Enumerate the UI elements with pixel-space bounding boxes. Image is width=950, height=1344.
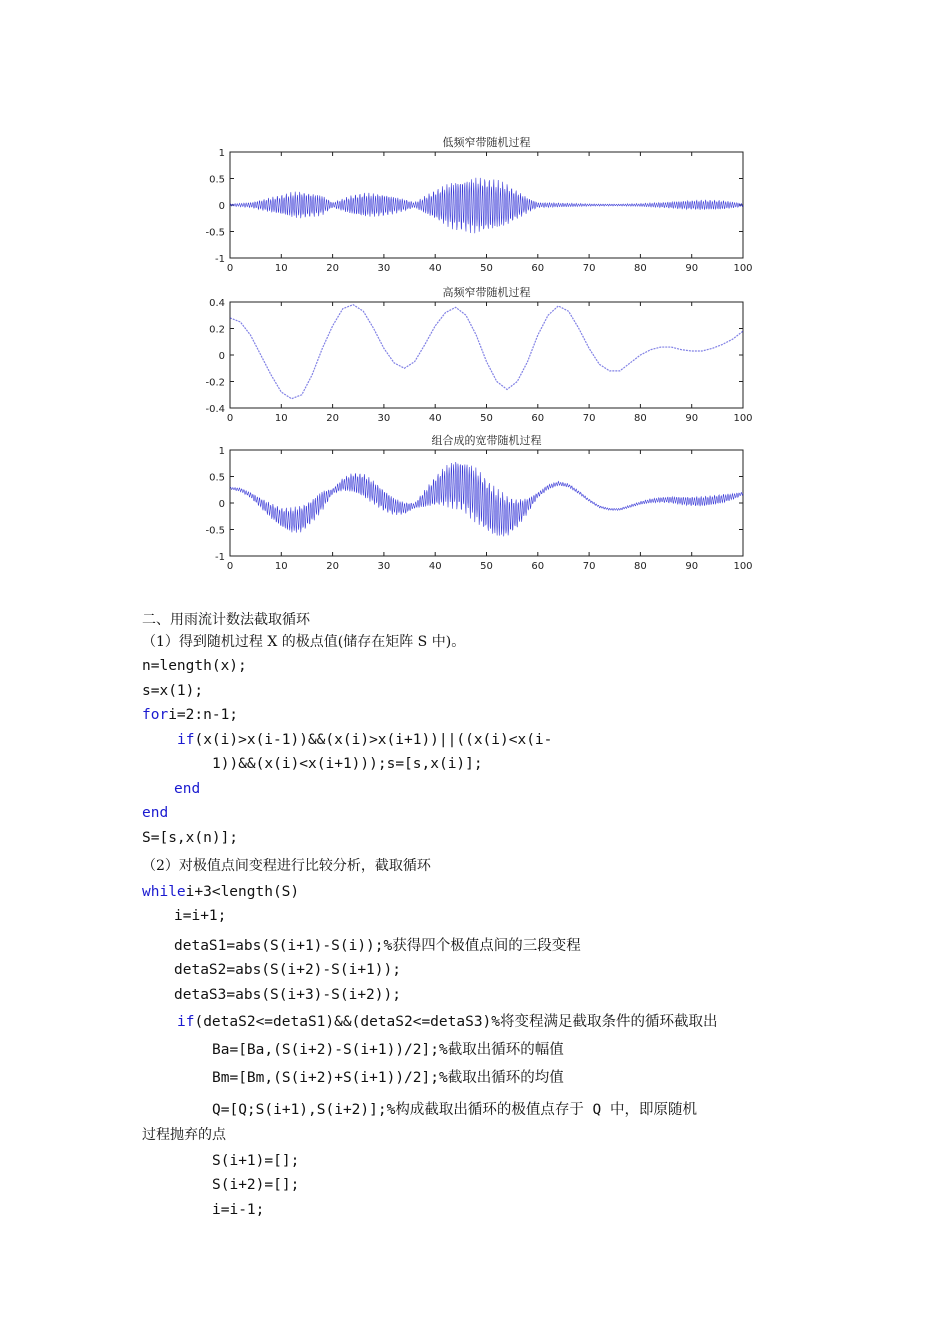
y-tick-label: 0.5	[209, 472, 225, 484]
y-tick-label: 0.2	[209, 324, 225, 336]
series-low-frequency	[230, 178, 743, 233]
x-tick-label: 100	[733, 263, 753, 274]
x-tick-label: 0	[226, 561, 234, 572]
x-tick-label: 10	[274, 561, 288, 572]
plot-frame	[230, 302, 743, 408]
y-tick-label: 0	[218, 351, 225, 362]
x-tick-label: 50	[480, 263, 493, 274]
code-text: (x(i)>x(i-1))&&(x(i)>x(i+1))||((x(i)<x(i-	[194, 732, 553, 748]
y-tick-label: -0.5	[205, 227, 225, 239]
x-tick-label: 60	[531, 413, 545, 424]
code-line: S(i+1)=[];	[212, 1153, 300, 1169]
x-tick-label: 30	[377, 561, 391, 572]
series-combined	[230, 462, 743, 536]
code-line: 过程抛弃的点	[142, 1127, 226, 1143]
step2-text: （2）对极值点间变程进行比较分析，截取循环	[142, 858, 431, 874]
x-tick-label: 80	[634, 263, 647, 274]
code-line: detaS1=abs(S(i+1)-S(i));%获得四个极值点间的三段变程	[174, 938, 581, 954]
keyword: if	[177, 1014, 195, 1030]
x-tick-label: 100	[733, 561, 753, 572]
code-line	[142, 706, 238, 724]
subplot-title: 组合成的宽带随机过程	[431, 434, 542, 447]
x-tick-label: 80	[634, 413, 647, 424]
y-tick-label: 0.4	[209, 298, 225, 309]
x-tick-label: 90	[685, 413, 699, 424]
y-tick-label: 0	[218, 201, 225, 212]
code-line: end	[174, 781, 201, 797]
x-tick-label: 60	[531, 561, 545, 572]
x-tick-label: 30	[377, 263, 391, 274]
code-line: i=i-1;	[212, 1202, 265, 1218]
x-tick-label: 40	[428, 263, 442, 274]
x-tick-label: 0	[226, 263, 234, 274]
x-tick-label: 20	[326, 561, 339, 572]
code-line: detaS2=abs(S(i+2)-S(i+1));	[174, 962, 401, 978]
code-line: Ba=[Ba,(S(i+2)-S(i+1))/2];%截取出循环的幅值	[212, 1042, 564, 1058]
x-tick-label: 70	[582, 413, 596, 424]
y-tick-label: 1	[218, 148, 225, 159]
code-line: Bm=[Bm,(S(i+2)+S(i+1))/2];%截取出循环的均值	[212, 1070, 564, 1086]
code-line: detaS3=abs(S(i+3)-S(i+2));	[174, 987, 401, 1003]
keyword: for	[142, 707, 169, 723]
x-tick-label: 40	[428, 413, 442, 424]
y-tick-label: 1	[218, 446, 225, 457]
x-tick-label: 10	[274, 263, 288, 274]
x-tick-label: 50	[480, 413, 493, 424]
y-tick-label: -1	[215, 254, 225, 265]
keyword: while	[142, 884, 186, 900]
keyword: if	[177, 732, 195, 748]
x-tick-label: 70	[582, 263, 596, 274]
x-tick-label: 30	[377, 413, 391, 424]
code-line: Q=[Q;S(i+1),S(i+2)];%构成截取出循环的极值点存于 Q 中，即原随机	[212, 1102, 698, 1118]
code-line	[177, 1013, 718, 1031]
code-text: i+3<length(S)	[185, 884, 300, 900]
y-tick-label: -0.4	[205, 404, 225, 415]
code-line: 1))&&(x(i)<x(i+1)));s=[s,x(i)];	[212, 756, 483, 772]
code-line: n=length(x);	[142, 658, 247, 674]
code-text: i=2:n-1;	[168, 707, 239, 723]
code-line	[142, 883, 299, 901]
figure-svg	[190, 130, 770, 580]
y-tick-label: 0	[218, 499, 225, 510]
x-tick-label: 20	[326, 413, 339, 424]
y-tick-label: -0.5	[205, 525, 225, 537]
x-tick-label: 40	[428, 561, 442, 572]
figure-three-subplots	[190, 130, 770, 580]
code-line	[177, 731, 552, 749]
x-tick-label: 10	[274, 413, 288, 424]
x-tick-label: 0	[226, 413, 234, 424]
x-tick-label: 20	[326, 263, 339, 274]
code-line: s=x(1);	[142, 683, 204, 699]
x-tick-label: 60	[531, 263, 545, 274]
y-tick-label: 0.5	[209, 174, 225, 186]
x-tick-label: 90	[685, 561, 699, 572]
x-tick-label: 80	[634, 561, 647, 572]
section-heading: 二、用雨流计数法截取循环	[142, 612, 310, 628]
code-line: S=[s,x(n)];	[142, 830, 239, 846]
x-tick-label: 90	[685, 263, 699, 274]
x-tick-label: 50	[480, 561, 493, 572]
code-text: (detaS2<=detaS1)&&(detaS2<=detaS3)%将变程满足截取条件的循环截取出	[194, 1014, 718, 1030]
subplot-title: 低频窄带随机过程	[442, 136, 531, 149]
code-line: i=i+1;	[174, 908, 227, 924]
step1-text: （1）得到随机过程 X 的极点值(储存在矩阵 S 中)。	[142, 634, 466, 650]
code-line: S(i+2)=[];	[212, 1177, 300, 1193]
y-tick-label: -1	[215, 552, 225, 563]
subplot-title: 高频窄带随机过程	[442, 286, 531, 299]
y-tick-label: -0.2	[205, 377, 225, 389]
code-line: end	[142, 805, 169, 821]
x-tick-label: 70	[582, 561, 596, 572]
series-high-frequency	[230, 305, 743, 399]
x-tick-label: 100	[733, 413, 753, 424]
